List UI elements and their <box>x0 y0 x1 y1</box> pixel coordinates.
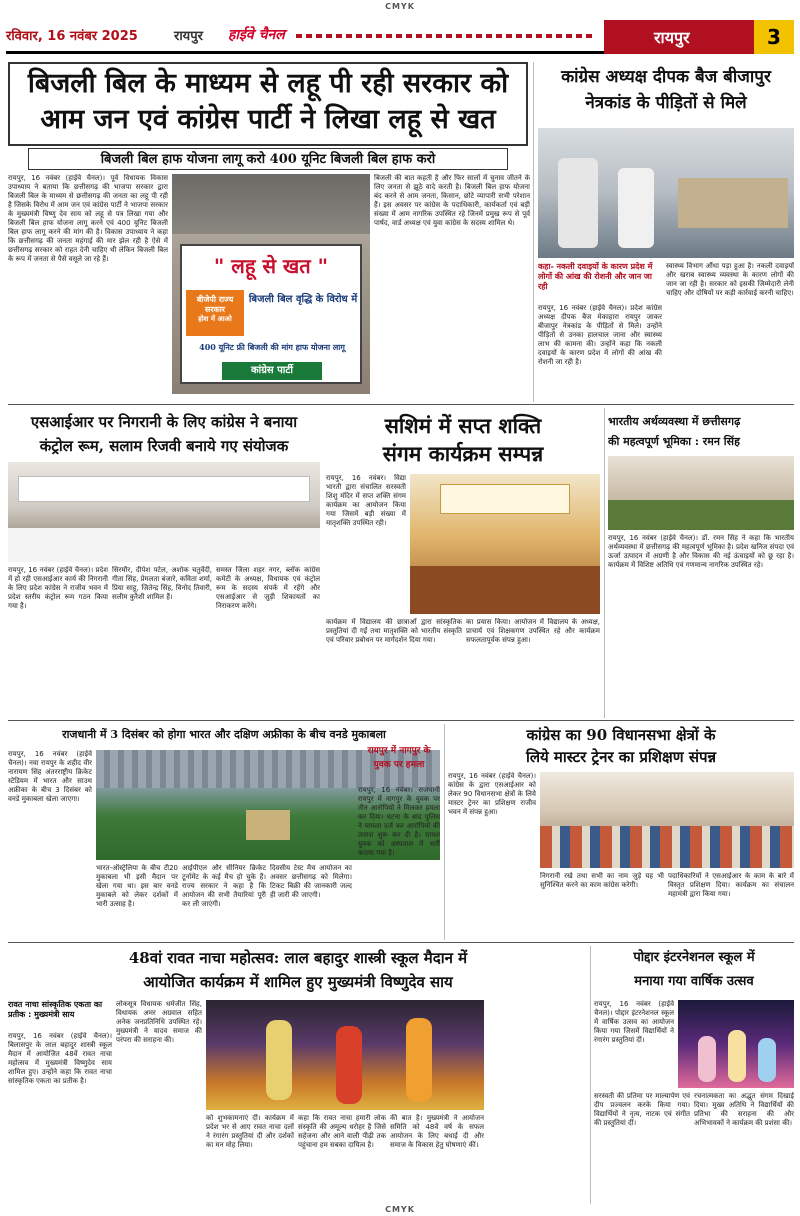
story8-body-col2: निगरानी रखे तथा सभी का नाम जुड़े यह भी सुनिश्चित करने का काम कांग्रेस करेगी। <box>540 872 664 889</box>
section-name: रायपुर <box>654 28 690 47</box>
story10-stage-photo <box>678 1000 794 1088</box>
story3-body-col2: सिरमौर, दीपेश पटेल, अशोक चतुर्वेदी, गीता सिंह, प्रेमलता बंजारे, कविता शर्मा, प्रिया साहू, जितेन्द्र सिंह, विनोद तिवारी, सलीम कुरैशी शामिल हैं। <box>112 566 212 601</box>
story1-headline-line2: आम जन एवं कांग्रेस पार्टी ने लिखा लहू से खत <box>40 104 496 135</box>
story3-headline-line2: कंट्रोल रूम, सलाम रिजवी बनाये गए संयोजक <box>39 437 289 455</box>
newspaper-brand: हाईवे चैनल <box>228 27 285 43</box>
story4-body-col1: रायपुर, 16 नवंबर। विद्या भारती द्वारा संचालित सरस्वती शिशु मंदिर में सप्त शक्ति संगम कार्यक्रम का आयोजन किया गया जिसमें बड़ी संख्या में मातृशक्ति उपस्थित रही। <box>326 474 406 527</box>
story9-body-col4: कहा कि रावत नाचा हमारी लोक संस्कृति की अमूल्य धरोहर है जिसे सहेजना और आने वाली पीढ़ी तक पहुंचाना हम सबका दायित्व है। <box>298 1114 386 1149</box>
story2-body-right: स्वास्थ्य विभाग औंधा पड़ा हुआ है। नकली दवाइयों और खराब स्वास्थ्य व्यवस्था के कारण लोगों की जान जा रही है। सरकार को इसकी जिम्मेदारी लेनी चाहिए और दोषियों पर कड़ी कार्रवाई करनी चाहिए। <box>666 262 794 297</box>
story6-headline: राजधानी में 3 दिसंबर को होगा भारत और दक्षिण अफ्रीका के बीच वनडे मुकाबला <box>62 728 386 741</box>
story8-headline-line2: लिये मास्टर ट्रेनर का प्रशिक्षण संपन्न <box>525 748 717 766</box>
story10-body-left: रायपुर, 16 नवंबर (हाईवे चैनल)। पोद्दार इंटरनेशनल स्कूल में वार्षिक उत्सव का आयोजन किया गया जिसमें विद्यार्थियों ने रंगारंग प्रस्तुतियां दीं। <box>594 1000 674 1044</box>
column-divider <box>604 408 605 718</box>
story4-headline-line1: सशिमं में सप्त शक्ति <box>384 413 542 438</box>
story5-headline-line2: की महत्वपूर्ण भूमिका : रमन सिंह <box>608 435 740 448</box>
page-header <box>6 20 794 54</box>
story9-subhead: रावत नाचा सांस्कृतिक एकता का प्रतीक : मुख्यमंत्री साय <box>8 1000 103 1019</box>
column-divider <box>590 946 591 1204</box>
section-divider <box>8 404 794 405</box>
story9-body-col3: को शुभकामनाएं दीं। कार्यक्रम में प्रदेश भर से आए रावत नाचा दलों ने रंगारंग प्रस्तुतियां दीं और दर्शकों का मन मोह लिया। <box>206 1114 294 1149</box>
story9-headline-line2: आयोजित कार्यक्रम में शामिल हुए मुख्यमंत्री विष्णुदेव साय <box>143 973 453 991</box>
story10-headline <box>594 946 794 996</box>
column-divider <box>444 724 445 940</box>
story8-body-col1: रायपुर, 16 नवंबर (हाईवे चैनल)। कांग्रेस के द्वारा एसआईआर को लेकर 90 विधानसभा क्षेत्रों के लिये मास्टर ट्रेनर का प्रशिक्षण राजीव भवन में संपन्न हुआ। <box>448 772 536 816</box>
protest-banner <box>180 244 362 384</box>
story8-headline-line1: कांग्रेस का 90 विधानसभा क्षेत्रों के <box>526 726 716 744</box>
banner-slogan: " लहू से खत " <box>213 254 329 278</box>
story3-body-col1: रायपुर, 16 नवंबर (हाईवे चैनल)। प्रदेश में हो रही एसआईआर कार्य की निगरानी के लिए प्रदेश कांग्रेस ने राजीव भवन में प्रदेश स्तरीय कंट्रोल रूम गठन किया गया है। <box>8 566 108 610</box>
story1-protest-photo <box>172 174 370 394</box>
header-decoration <box>296 34 596 38</box>
story6-body-col2: भारत-ऑस्ट्रेलिया के बीच टी20 मुकाबला भी इसी मैदान पर खेला गया था। इस बार वनडे मुकाबले को लेकर दर्शकों में भारी उत्साह है। <box>96 864 178 908</box>
story10-body-bottom-left: सरस्वती की प्रतिमा पर माल्यार्पण एवं दीप प्रज्वलन करके किया गया। विद्यार्थियों ने नृत्य, नाटक एवं संगीत की प्रस्तुतियां दीं। <box>594 1092 690 1127</box>
story8-headline <box>448 724 794 768</box>
story9-body-col1: रायपुर, 16 नवंबर (हाईवे चैनल)। बिलासपुर के लाल बहादुर शास्त्री स्कूल मैदान में आयोजित 48वें रावत नाचा महोत्सव में मुख्यमंत्री विष्णुदेव साय शामिल हुए। उन्होंने कहा कि रावत नाचा सांस्कृतिक एकता का प्रतीक है। <box>8 1032 112 1085</box>
story5-headline <box>608 412 794 454</box>
story9-headline-line1: 48वां रावत नाचा महोत्सव: लाल बहादुर शास्त्री स्कूल मैदान में <box>128 949 468 967</box>
story8-body-col3: पदाधिकारियों ने एसआईआर के काम के बारे में विस्तृत प्रशिक्षण दिया। कार्यक्रम का संचालन महामंत्री द्वारा किया गया। <box>668 872 794 898</box>
story10-headline-line2: मनाया गया वार्षिक उत्सव <box>634 974 754 989</box>
story1-headline-line1: बिजली बिल के माध्यम से लहू पी रही सरकार को <box>27 68 509 99</box>
story2-body-left: रायपुर, 16 नवंबर (हाईवे चैनल)। प्रदेश कांग्रेस अध्यक्ष दीपक बैज मेकाहारा रायपुर जाकर बीजापुर नेत्रकांड के पीड़ितों से मिले। उन्होंने पीड़ितों से उनका हालचाल जाना और स्वास्थ्य लाभ की कामना की। उन्होंने कहा कि नकली दवाइयों के कारण प्रदेश में लोगों की आंख की रोशनी जा रही है। <box>538 304 662 366</box>
story1-headline-box <box>8 62 528 148</box>
story1-body-right: बिजली की बात कहती है और फिर सालों में चुनाव जीतने के लिए जनता से झूठे वादे करती है। बिजली बिल हाफ योजना बंद करने से आम जनता, किसान, छोटे व्यापारी सभी परेशान हैं। इस अवसर पर कांग्रेस के पदाधिकारी, कार्यकर्ता एवं बड़ी संख्या में आम नागरिक उपस्थित रहे जिनमें प्रमुख रूप से पूर्व पार्षद, वार्ड अध्यक्ष एवं युवा कांग्रेस के सदस्य शामिल थे। <box>374 174 530 227</box>
story9-body-col5: की बात है। मुख्यमंत्री ने आयोजन समिति को 48वें वर्ष के सफल आयोजन के लिए बधाई दी और समाज के विकास हेतु घोषणाएं कीं। <box>390 1114 484 1149</box>
banner-tagline: होश में आओ <box>198 314 232 323</box>
story9-festival-photo <box>206 1000 484 1110</box>
story2-hospital-photo <box>538 128 794 258</box>
story2-headline-line1: कांग्रेस अध्यक्ष दीपक बैज बीजापुर <box>561 67 771 87</box>
story9-body-col2: लोकसूत्र विधायक धर्मजीत सिंह, विधायक अमर अग्रवाल सहित अनेक जनप्रतिनिधि उपस्थित रहे। मुख्यमंत्री ने यादव समाज की परंपरा की सराहना की। <box>116 1000 202 1044</box>
story8-training-photo <box>540 772 794 868</box>
print-registration-mark-bottom: CMYK <box>385 1205 415 1214</box>
section-divider <box>8 942 794 943</box>
story5-body: रायपुर, 16 नवंबर (हाईवे चैनल)। डॉ. रमन सिंह ने कहा कि भारतीय अर्थव्यवस्था में छत्तीसगढ़ की महत्वपूर्ण भूमिका है। प्रदेश खनिज संपदा एवं ऊर्जा उत्पादन में अग्रणी है और विकास की नई ऊंचाइयों को छू रहा है। कार्यक्रम में विशिष्ट अतिथि एवं गणमान्य नागरिक उपस्थित रहे। <box>608 534 794 569</box>
story7-headline-line1: रायपुर में नागपुर के <box>367 746 431 756</box>
story4-body-col2: कार्यक्रम में विद्यालय की छात्राओं द्वारा सांस्कृतिक प्रस्तुतियां दी गईं तथा मातृशक्ति को भारतीय संस्कृति एवं परिवार प्रबोधन पर मार्गदर्शन दिया गया। <box>326 618 462 644</box>
story9-headline <box>8 946 588 996</box>
story10-headline-line1: पोद्दार इंटरनेशनल स्कूल में <box>633 950 755 965</box>
story4-body-col3: का प्रयास किया। आयोजन में विद्यालय के अध्यक्ष, प्राचार्य एवं शिक्षकगण उपस्थित रहे और कार्यक्रम सफलतापूर्वक संपन्न हुआ। <box>466 618 600 644</box>
story3-headline <box>8 410 320 460</box>
story2-caption: कहा- नकली दवाइयों के कारण प्रदेश में लोगों की आंख की रोशनी और जान जा रही <box>538 262 653 291</box>
story3-meeting-photo <box>8 462 320 562</box>
banner-bjp-tag <box>186 290 244 336</box>
story7-body: रायपुर, 16 नवंबर। राजधानी रायपुर में नागपुर के युवक पर तीन आरोपियों ने मिलकर हमला कर दिया। घटना के बाद पुलिस ने मामला दर्ज कर आरोपियों की तलाश शुरू कर दी है। घायल युवक को अस्पताल में भर्ती कराया गया है। <box>358 786 440 857</box>
issue-date: रविवार, 16 नवंबर 2025 <box>6 29 138 44</box>
story10-body-bottom-right: रचनात्मकता का अद्भुत संगम दिखाई दिया। मुख्य अतिथि ने विद्यार्थियों की प्रतिभा की सराहना की और अभिभावकों ने कार्यक्रम की प्रशंसा की। <box>694 1092 794 1127</box>
story2-headline-line2: नेत्रकांड के पीड़ितों से मिले <box>585 93 747 113</box>
story7-headline <box>358 744 440 784</box>
story6-body-col3: आईपीएल और सीनियर क्रिकेट टूर्नामेंट के कई मैच हो चुके हैं। राज्य सरकार ने कहा है कि आयोजन की सभी तैयारियां पूरी कर ली जाएंगी। <box>182 864 266 908</box>
story4-headline-line2: संगम कार्यक्रम सम्पन्न <box>382 441 544 466</box>
story1-body-left: रायपुर, 16 नवंबर (हाईवे चैनल)। पूर्व विधायक विकास उपाध्याय ने बताया कि छत्तीसगढ़ की भाजपा सरकार द्वारा बिजली बिल के माध्यम से छत्तीसगढ़ की जनता का लहू पी रही है जिसके विरोध में आम जन एवं कांग्रेस पार्टी ने भाजपा सरकार के मुख्यमंत्री विष्णु देव साय को लहू से पत्र लिखा गया और बिजली बिल हाफ योजना लागू करने एवं 400 यूनिट बिजली बिल हाफ लागू करने की मांग की है। विकास उपाध्याय ने कहा कि छत्तीसगढ़ की जनता महंगाई की मार झेल रही है ऐसे में छत्तीसगढ़ सरकार को राहत देनी चाहिए थी लेकिन बिजली बिल के रूप में जनता से पैसे वसूले जा रहे हैं। <box>8 174 168 263</box>
section-divider <box>8 720 794 721</box>
banner-bottom-text: 400 यूनिट फ्री बिजली की मांग हाफ योजना लागू <box>199 342 345 352</box>
banner-bjp-text: बीजेपी राज्य सरकार <box>196 294 234 314</box>
story2-headline <box>538 64 794 126</box>
story4-headline <box>326 412 600 470</box>
story3-body-col3: समस्त जिला शहर नगर, ब्लॉक कांग्रेस कमेटी के अध्यक्ष, विधायक एवं कंट्रोल रूम के सदस्य संपर्क में रहेंगे और एसआईआर से जुड़ी शिकायतों का निराकरण करेंगे। <box>216 566 320 610</box>
banner-mid-text: बिजली बिल वृद्धि के विरोध में <box>248 294 358 305</box>
story6-body-col1: रायपुर, 16 नवंबर (हाईवे चैनल)। नवा रायपुर के शहीद वीर नारायण सिंह अंतरराष्ट्रीय क्रिकेट स्टेडियम में भारत और साउथ अफ्रीका के बीच 3 दिसंबर को वनडे मुकाबला खेला जाएगा। <box>8 750 92 803</box>
page-number: 3 <box>754 20 794 54</box>
column-divider <box>533 62 534 402</box>
edition-city: रायपुर <box>174 29 203 44</box>
story5-event-photo <box>608 456 794 530</box>
story7-headline-line2: युवक पर हमला <box>373 760 425 770</box>
story4-event-photo <box>410 474 600 614</box>
banner-party-text: कांग्रेस पार्टी <box>222 362 322 380</box>
print-registration-mark: CMYK <box>385 2 415 11</box>
story6-body-col4: दिवसीय टेस्ट मैच आयोजन का अवसर छत्तीसगढ़ को मिलेगा। टिकट बिक्री की जानकारी जल्द ही जारी की जाएगी। <box>270 864 352 899</box>
story5-headline-line1: भारतीय अर्थव्यवस्था में छत्तीसगढ़ <box>608 415 741 428</box>
story1-strap: बिजली बिल हाफ योजना लागू करो 400 यूनिट बिजली बिल हाफ करो <box>28 148 508 170</box>
story3-headline-line1: एसआईआर पर निगरानी के लिए कांग्रेस ने बनाया <box>30 413 298 431</box>
section-box <box>604 20 794 54</box>
